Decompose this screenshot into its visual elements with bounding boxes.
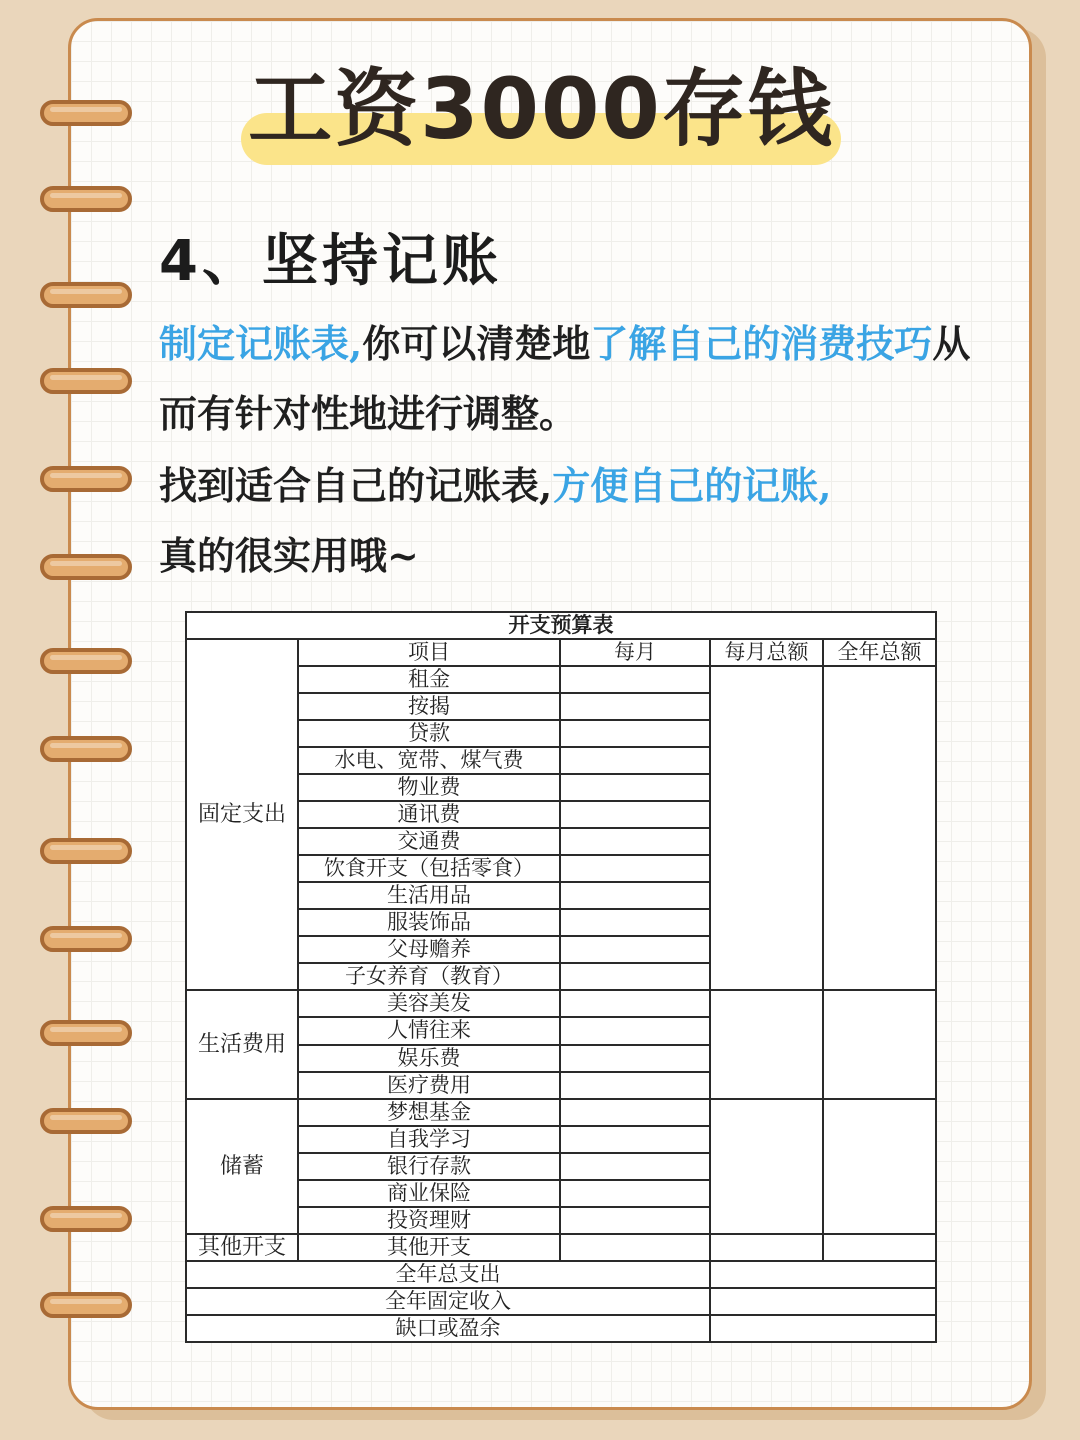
binder-ring	[40, 1020, 132, 1046]
monthly-cell	[560, 855, 710, 882]
item-cell: 自我学习	[298, 1126, 560, 1153]
binder-ring	[40, 466, 132, 492]
monthly-cell	[560, 720, 710, 747]
category-cell: 固定支出	[186, 639, 298, 990]
category-cell: 其他开支	[186, 1234, 298, 1261]
item-cell: 美容美发	[298, 990, 560, 1017]
summary-label: 缺口或盈余	[186, 1315, 710, 1342]
para2-text-1: 找到适合自己的记账表,	[159, 463, 553, 508]
monthly-cell	[560, 1153, 710, 1180]
monthly-cell	[560, 909, 710, 936]
monthly-cell	[560, 1207, 710, 1234]
category-cell: 储蓄	[186, 1099, 298, 1234]
binder-ring	[40, 1108, 132, 1134]
section-heading: 4、坚持记账	[159, 229, 502, 294]
binder-ring	[40, 1206, 132, 1232]
item-cell: 按揭	[298, 693, 560, 720]
summary-row	[186, 1315, 936, 1342]
binder-ring	[40, 838, 132, 864]
column-header: 每月总额	[710, 639, 823, 666]
binder-ring	[40, 368, 132, 394]
category-cell: 生活费用	[186, 990, 298, 1098]
item-cell: 贷款	[298, 720, 560, 747]
item-cell: 物业费	[298, 774, 560, 801]
notebook-page	[68, 18, 1032, 1410]
monthly-cell	[560, 747, 710, 774]
summary-value-cell	[710, 1261, 936, 1288]
annual-total-cell	[823, 666, 936, 990]
binder-ring	[40, 282, 132, 308]
para1-highlight-2: 了解自己的消费技巧	[590, 321, 933, 366]
table-row	[186, 990, 936, 1017]
item-cell: 子女养育（教育）	[298, 963, 560, 990]
item-cell: 生活用品	[298, 882, 560, 909]
monthly-total-cell	[710, 666, 823, 990]
monthly-cell	[560, 882, 710, 909]
item-cell: 父母赡养	[298, 936, 560, 963]
paragraph-1	[159, 309, 979, 449]
para2-highlight: 方便自己的记账,	[552, 463, 832, 508]
item-cell: 其他开支	[298, 1234, 560, 1261]
item-cell: 银行存款	[298, 1153, 560, 1180]
summary-label: 全年总支出	[186, 1261, 710, 1288]
item-cell: 人情往来	[298, 1017, 560, 1044]
monthly-cell	[560, 1072, 710, 1099]
binder-ring	[40, 100, 132, 126]
summary-label: 全年固定收入	[186, 1288, 710, 1315]
table-row	[186, 666, 936, 693]
monthly-cell	[560, 801, 710, 828]
para1-highlight-1: 制定记账表,	[159, 321, 363, 366]
summary-value-cell	[710, 1315, 936, 1342]
column-header: 项目	[298, 639, 560, 666]
table-row	[186, 1099, 936, 1126]
monthly-cell	[560, 666, 710, 693]
item-cell: 租金	[298, 666, 560, 693]
budget-table	[185, 611, 937, 1343]
monthly-cell	[560, 1234, 710, 1261]
item-cell: 商业保险	[298, 1180, 560, 1207]
paragraph-2	[159, 451, 979, 591]
column-header: 全年总额	[823, 639, 936, 666]
summary-value-cell	[710, 1288, 936, 1315]
item-cell: 梦想基金	[298, 1099, 560, 1126]
budget-table-body	[186, 612, 936, 1342]
monthly-cell	[560, 693, 710, 720]
item-cell: 娱乐费	[298, 1045, 560, 1072]
binder-ring	[40, 1292, 132, 1318]
binder-ring	[40, 736, 132, 762]
table-header-row	[186, 639, 936, 666]
binder-ring	[40, 554, 132, 580]
monthly-cell	[560, 936, 710, 963]
monthly-cell	[560, 1180, 710, 1207]
monthly-total-cell	[710, 990, 823, 1098]
column-header: 每月	[560, 639, 710, 666]
monthly-cell	[560, 1045, 710, 1072]
title-block	[241, 53, 841, 165]
annual-total-cell	[823, 990, 936, 1098]
monthly-cell	[560, 1126, 710, 1153]
para1-text-2: 从而有针对性地进行调整。	[159, 321, 971, 436]
monthly-total-cell	[710, 1099, 823, 1234]
monthly-cell	[560, 963, 710, 990]
monthly-cell	[560, 774, 710, 801]
summary-row	[186, 1261, 936, 1288]
annual-total-cell	[823, 1234, 936, 1261]
binder-ring	[40, 648, 132, 674]
monthly-cell	[560, 1017, 710, 1044]
monthly-total-cell	[710, 1234, 823, 1261]
item-cell: 通讯费	[298, 801, 560, 828]
table-row	[186, 1234, 936, 1261]
para1-text-1: 你可以清楚地	[362, 321, 591, 366]
page-title: 工资3000存钱	[248, 60, 834, 158]
monthly-cell	[560, 828, 710, 855]
binder-ring	[40, 186, 132, 212]
monthly-cell	[560, 1099, 710, 1126]
binder-ring	[40, 926, 132, 952]
item-cell: 服装饰品	[298, 909, 560, 936]
item-cell: 水电、宽带、煤气费	[298, 747, 560, 774]
summary-row	[186, 1288, 936, 1315]
table-caption: 开支预算表	[186, 612, 936, 639]
table-caption-row	[186, 612, 936, 639]
annual-total-cell	[823, 1099, 936, 1234]
monthly-cell	[560, 990, 710, 1017]
item-cell: 饮食开支（包括零食）	[298, 855, 560, 882]
item-cell: 医疗费用	[298, 1072, 560, 1099]
item-cell: 投资理财	[298, 1207, 560, 1234]
para2-text-2: 真的很实用哦~	[159, 533, 419, 578]
item-cell: 交通费	[298, 828, 560, 855]
